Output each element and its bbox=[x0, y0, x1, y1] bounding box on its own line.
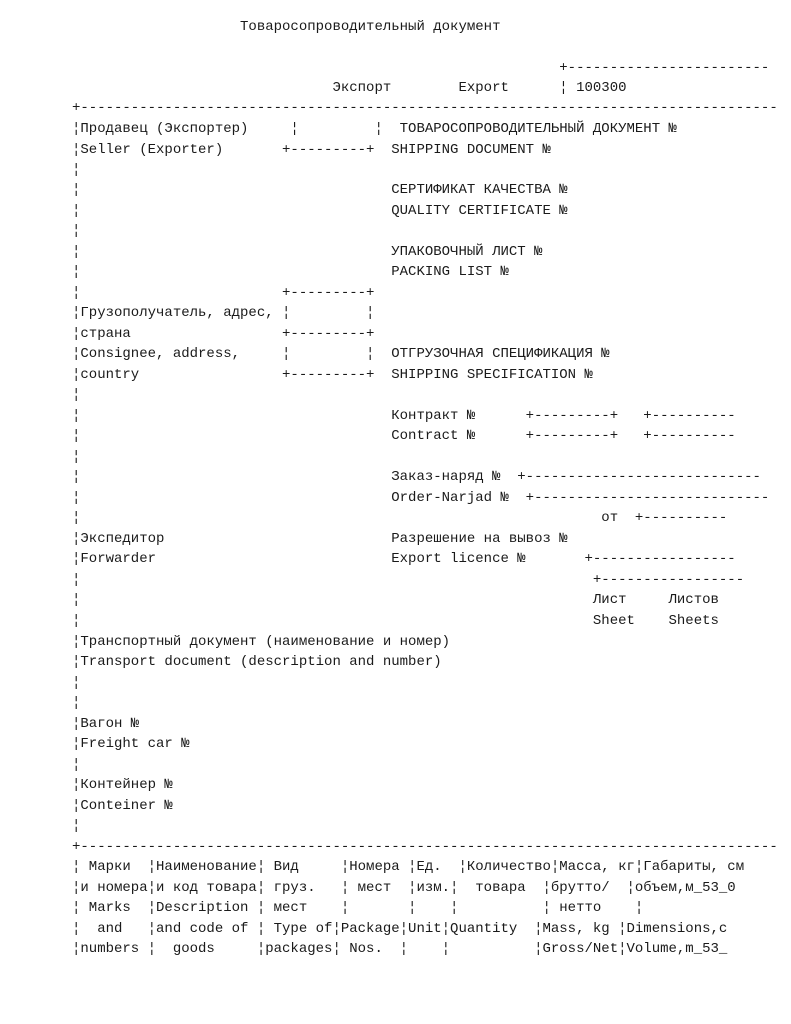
transport-document-line: ¦Транспортный документ (наименование и номер) bbox=[72, 634, 451, 650]
goods-table-header-row: ¦ and ¦and code of ¦ Type of¦Package¦Unit¦Quantity ¦Mass, kg ¦Dimensions,c bbox=[72, 921, 728, 937]
order-line-en: ¦ Order-Narjad № +---------------------------- bbox=[72, 490, 770, 506]
seller-line: ¦Продавец (Экспортер) ¦ ¦ ТОВАРОСОПРОВОДИТЕЛЬНЫЙ ДОКУМЕНТ № bbox=[72, 121, 677, 137]
shipping-specification-line: ¦Consignee, address, ¦ ¦ ОТГРУЗОЧНАЯ СПЕЦИФИКАЦИЯ № bbox=[72, 346, 610, 362]
packing-list-line: ¦ УПАКОВОЧНЫЙ ЛИСТ № bbox=[72, 244, 543, 260]
freight-car-line: ¦Вагон № bbox=[72, 716, 140, 732]
seller-line-en: ¦Seller (Exporter) +---------+ SHIPPING DOCUMENT № bbox=[72, 142, 551, 158]
text-line: ¦ bbox=[72, 162, 81, 178]
contract-line: ¦ Контракт № +---------+ +---------- bbox=[72, 408, 736, 424]
text-line: ¦ bbox=[72, 675, 81, 691]
date-from-line: ¦ от +---------- bbox=[72, 510, 728, 526]
consignee-line: ¦страна +---------+ bbox=[72, 326, 375, 342]
freight-car-line-en: ¦Freight car № bbox=[72, 736, 190, 752]
shipping-specification-line-en: ¦country +---------+ SHIPPING SPECIFICATION № bbox=[72, 367, 593, 383]
container-line-en: ¦Conteiner № bbox=[72, 798, 173, 814]
consignee-box-top: ¦ +---------+ bbox=[72, 285, 375, 301]
goods-table-border: +----------------------------------------------------------------------------------- bbox=[72, 839, 778, 855]
goods-table-header-row: ¦numbers ¦ goods ¦packages¦ Nos. ¦ ¦ ¦Gross/Net¦Volume,m_53_ bbox=[72, 941, 728, 957]
goods-table-header-row: ¦ Marks ¦Description ¦ мест ¦ ¦ ¦ ¦ нетто ¦ bbox=[72, 900, 644, 916]
text-line: ¦ bbox=[72, 818, 81, 834]
goods-table-header-row: ¦и номера¦и код товара¦ груз. ¦ мест ¦изм.¦ товара ¦брутто/ ¦объем,м_53_0 bbox=[72, 880, 736, 896]
packing-list-line-en: ¦ PACKING LIST № bbox=[72, 264, 509, 280]
quality-certificate-line: ¦ СЕРТИФИКАТ КАЧЕСТВА № bbox=[72, 182, 568, 198]
text-line: ¦ bbox=[72, 757, 81, 773]
export-code-box-top: +------------------------ bbox=[72, 60, 770, 76]
text-line: ¦ bbox=[72, 223, 81, 239]
goods-table-header-row: ¦ Марки ¦Наименование¦ Вид ¦Номера ¦Ед. ¦Количество¦Масса, кг¦Габариты, см bbox=[72, 859, 745, 875]
container-line: ¦Контейнер № bbox=[72, 777, 173, 793]
text-line: ¦ +----------------- bbox=[72, 572, 745, 588]
transport-document-line-en: ¦Transport document (description and number) bbox=[72, 654, 442, 670]
contract-line-en: ¦ Contract № +---------+ +---------- bbox=[72, 428, 736, 444]
sheet-count-line-en: ¦ Sheet Sheets bbox=[72, 613, 719, 629]
text-line: ¦ bbox=[72, 387, 81, 403]
text-line: ¦ bbox=[72, 695, 81, 711]
export-code-line: Экспорт Export ¦ 100300 bbox=[72, 80, 627, 96]
forwarder-line: ¦Экспедитор Разрешение на вывоз № bbox=[72, 531, 568, 547]
text-line: ¦ bbox=[72, 449, 81, 465]
order-line: ¦ Заказ-наряд № +---------------------------- bbox=[72, 469, 761, 485]
consignee-line: ¦Грузополучатель, адрес, ¦ ¦ bbox=[72, 305, 375, 321]
quality-certificate-line-en: ¦ QUALITY CERTIFICATE № bbox=[72, 203, 568, 219]
form-border-top: +----------------------------------------------------------------------------------- bbox=[72, 100, 778, 116]
forwarder-line-en: ¦Forwarder Export licence № +----------------- bbox=[72, 551, 736, 567]
document-title: Товаросопроводительный документ bbox=[72, 19, 501, 35]
sheet-count-line: ¦ Лист Листов bbox=[72, 592, 719, 608]
